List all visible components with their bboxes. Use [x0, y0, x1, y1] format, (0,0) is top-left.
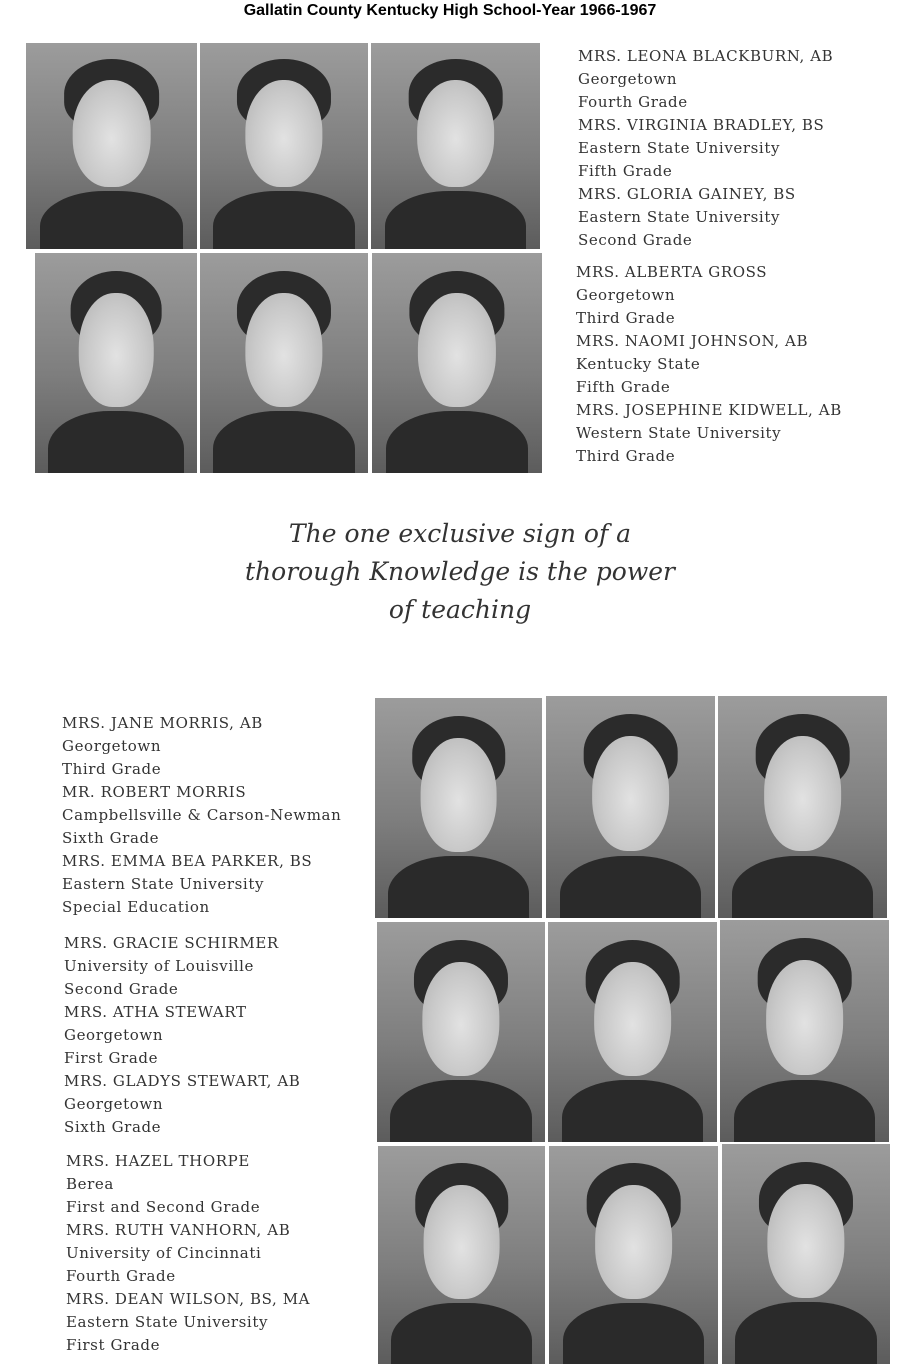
portrait-photo-vanhorn	[549, 1146, 718, 1364]
caption-line: MRS. GLADYS STEWART, AB	[64, 1072, 301, 1090]
caption-line: Campbellsville & Carson-Newman	[62, 806, 342, 824]
caption-line: MRS. EMMA BEA PARKER, BS	[62, 852, 313, 870]
page-header-title: Gallatin County Kentucky High School-Year 1966-1967	[243, 2, 657, 19]
portrait-photo-bradley	[200, 43, 368, 249]
caption-line: Third Grade	[576, 309, 676, 327]
caption-line: Special Education	[62, 898, 210, 916]
caption-line: MRS. ATHA STEWART	[64, 1003, 247, 1021]
caption-line: First and Second Grade	[66, 1198, 261, 1216]
caption-line: Georgetown	[64, 1095, 164, 1113]
caption-line: Second Grade	[64, 980, 179, 998]
caption-line: First Grade	[64, 1049, 159, 1067]
caption-line: Eastern State University	[62, 875, 265, 893]
caption-line: MRS. NAOMI JOHNSON, AB	[576, 332, 809, 350]
caption-line: MRS. RUTH VANHORN, AB	[66, 1221, 291, 1239]
teaching-quote	[200, 515, 720, 629]
portrait-photo-parker	[718, 696, 887, 918]
quote-line-2: thorough Knowledge is the power	[245, 557, 675, 586]
caption-line: MRS. VIRGINIA BRADLEY, BS	[578, 116, 825, 134]
caption-line: Georgetown	[64, 1026, 164, 1044]
bottom-caption-group-1	[62, 712, 341, 919]
caption-line: MRS. DEAN WILSON, BS, MA	[66, 1290, 311, 1308]
caption-line: MRS. HAZEL THORPE	[66, 1152, 250, 1170]
caption-line: University of Louisville	[64, 957, 255, 975]
caption-line: Western State University	[576, 424, 782, 442]
caption-line: Eastern State University	[66, 1313, 269, 1331]
top-caption-group-1	[578, 45, 833, 252]
caption-line: University of Cincinnati	[66, 1244, 262, 1262]
caption-line: Fifth Grade	[578, 162, 673, 180]
caption-line: Berea	[66, 1175, 114, 1193]
portrait-photo-atha-stewart	[548, 922, 717, 1142]
caption-line: Georgetown	[62, 737, 162, 755]
top-caption-group-2	[576, 261, 842, 468]
caption-line: Eastern State University	[578, 208, 781, 226]
caption-line: Second Grade	[578, 231, 693, 249]
caption-line: Third Grade	[576, 447, 676, 465]
portrait-photo-kidwell	[372, 253, 542, 473]
portrait-photo-gainey	[371, 43, 540, 249]
bottom-caption-group-2	[64, 932, 300, 1139]
portrait-photo-johnson	[200, 253, 368, 473]
caption-line: Kentucky State	[576, 355, 701, 373]
portrait-photo-thorpe	[378, 1146, 545, 1364]
caption-line: MRS. LEONA BLACKBURN, AB	[578, 47, 834, 65]
bottom-caption-group-3	[66, 1150, 310, 1357]
caption-line: Fifth Grade	[576, 378, 671, 396]
caption-line: Fourth Grade	[66, 1267, 176, 1285]
caption-line: MRS. ALBERTA GROSS	[576, 263, 768, 281]
portrait-photo-gross	[35, 253, 197, 473]
caption-line: First Grade	[66, 1336, 161, 1354]
portrait-photo-robert-morris	[546, 696, 715, 918]
caption-line: MRS. GRACIE SCHIRMER	[64, 934, 279, 952]
caption-line: MRS. GLORIA GAINEY, BS	[578, 185, 796, 203]
caption-line: Fourth Grade	[578, 93, 688, 111]
caption-line: MRS. JANE MORRIS, AB	[62, 714, 263, 732]
caption-line: MR. ROBERT MORRIS	[62, 783, 247, 801]
portrait-photo-jane-morris	[375, 698, 542, 918]
quote-line-1: The one exclusive sign of a	[288, 519, 632, 548]
portrait-photo-gladys-stewart	[720, 920, 889, 1142]
quote-line-3: of teaching	[388, 595, 532, 624]
portrait-photo-wilson	[722, 1144, 890, 1364]
caption-line: Eastern State University	[578, 139, 781, 157]
portrait-photo-schirmer	[377, 922, 545, 1142]
caption-line: Sixth Grade	[62, 829, 160, 847]
caption-line: MRS. JOSEPHINE KIDWELL, AB	[576, 401, 842, 419]
caption-line: Sixth Grade	[64, 1118, 162, 1136]
portrait-photo-blackburn	[26, 43, 197, 249]
caption-line: Third Grade	[62, 760, 162, 778]
caption-line: Georgetown	[578, 70, 678, 88]
caption-line: Georgetown	[576, 286, 676, 304]
